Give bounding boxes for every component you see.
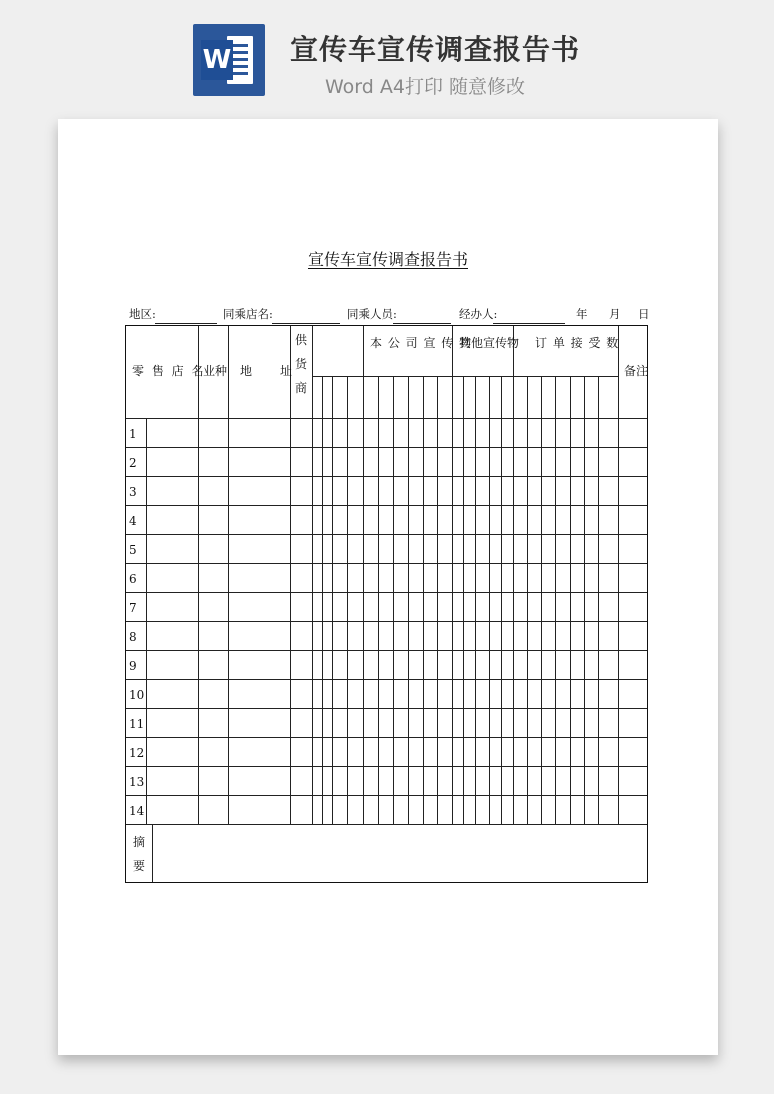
grid-vline (555, 376, 556, 824)
grid-vline (347, 376, 348, 824)
header-supplier-1: 供 (294, 333, 307, 347)
row-number: 1 (129, 427, 137, 441)
row-number: 5 (129, 543, 137, 557)
grid-vline (584, 376, 585, 824)
grid-hline (126, 650, 647, 651)
region-label: 地区: (129, 307, 156, 321)
grid-hline (126, 418, 647, 419)
row-number: 6 (129, 572, 137, 586)
grid-vline (475, 376, 476, 824)
row-number: 12 (129, 746, 145, 760)
row-number: 8 (129, 630, 137, 644)
row-number: 13 (129, 775, 145, 789)
banner-subtitle: Word A4打印 随意修改 (325, 76, 526, 98)
grid-vline (463, 376, 464, 824)
summary-label-1: 摘 (132, 835, 145, 849)
document-title: 宣传车宣传调查报告书 (307, 250, 468, 269)
grid-hline (126, 708, 647, 709)
grid-hline (126, 447, 647, 448)
row-number: 11 (129, 717, 145, 731)
grid-vline (541, 376, 542, 824)
header-business: 业种 (203, 364, 228, 378)
header-company-promo: 本 公 司 宣 传 物 (370, 336, 473, 350)
row-number: 7 (129, 601, 137, 615)
handler-field[interactable] (493, 323, 565, 324)
grid-hline (126, 766, 647, 767)
crew-field[interactable] (393, 323, 451, 324)
header-supplier-2: 货 (294, 357, 307, 371)
grid-hline (126, 824, 647, 825)
grid-hline (126, 592, 647, 593)
grid-vline (618, 326, 619, 824)
grid-vline (312, 326, 313, 824)
page-banner (0, 0, 774, 118)
grid-hline (126, 737, 647, 738)
header-orders: 订 单 接 受 数 (535, 336, 620, 350)
grid-vline (452, 326, 453, 824)
grid-vline (290, 326, 291, 824)
grid-vline (527, 376, 528, 824)
word-icon-letter: W (201, 40, 233, 80)
grid-hline (126, 795, 647, 796)
row-number: 4 (129, 514, 137, 528)
grid-vline (322, 376, 323, 824)
grid-hline (126, 476, 647, 477)
month-label: 月 (609, 307, 621, 321)
header-store-name: 零 售 店 名 (132, 364, 206, 378)
row-number: 2 (129, 456, 137, 470)
grid-hline (312, 376, 618, 377)
summary-label-2: 要 (132, 859, 145, 873)
grid-vline (501, 376, 502, 824)
grid-hline (126, 563, 647, 564)
day-label: 日 (638, 307, 650, 321)
grid-vline (393, 376, 394, 824)
grid-vline (437, 376, 438, 824)
grid-vline (489, 376, 490, 824)
row-number: 10 (129, 688, 145, 702)
banner-title: 宣传车宣传调查报告书 (290, 33, 581, 66)
row-number: 3 (129, 485, 137, 499)
grid-hline (126, 534, 647, 535)
grid-hline (126, 621, 647, 622)
grid-vline (146, 418, 147, 824)
grid-vline (408, 376, 409, 824)
grid-vline (513, 326, 514, 824)
grid-vline (378, 376, 379, 824)
row-number: 14 (129, 804, 145, 818)
grid-hline (126, 679, 647, 680)
store-label: 同乘店名: (223, 307, 273, 321)
grid-vline (570, 376, 571, 824)
grid-vline (198, 326, 199, 824)
grid-vline (423, 376, 424, 824)
header-remarks: 备注 (624, 364, 649, 378)
grid-vline (598, 376, 599, 824)
header-supplier-3: 商 (294, 381, 307, 395)
grid-vline (228, 326, 229, 824)
handler-label: 经办人: (459, 307, 498, 321)
crew-label: 同乘人员: (347, 307, 397, 321)
row-number: 9 (129, 659, 137, 673)
year-label: 年 (576, 307, 588, 321)
grid-vline (152, 824, 153, 882)
grid-vline (363, 326, 364, 824)
grid-vline (332, 376, 333, 824)
store-field[interactable] (272, 323, 340, 324)
grid-hline (126, 505, 647, 506)
header-address: 地 址 (240, 364, 301, 378)
word-app-icon (193, 24, 265, 96)
header-other-promo: 其他宣传物 (459, 336, 520, 350)
region-field[interactable] (155, 323, 217, 324)
